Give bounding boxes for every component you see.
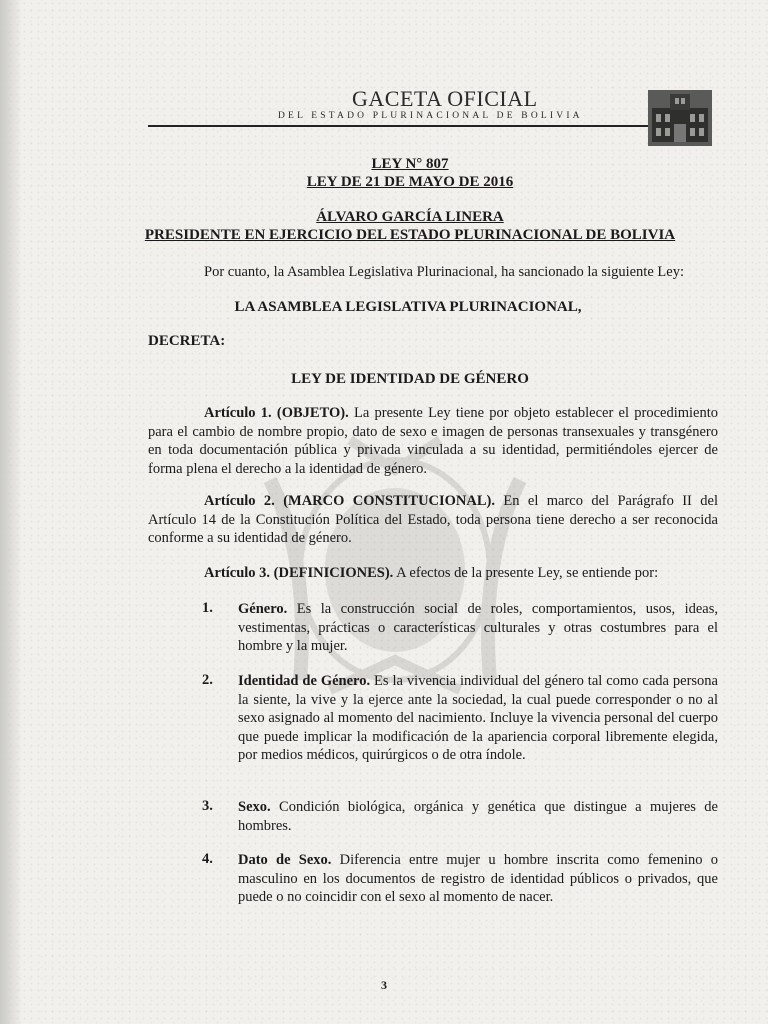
definition-item bbox=[238, 672, 718, 765]
signatory-title: PRESIDENTE EN EJERCICIO DEL ESTADO PLURINACIONAL DE BOLIVIA bbox=[144, 227, 676, 243]
definition-text: Diferencia entre mujer u hombre inscrita como femenino o masculino en los documentos de registro de identidad públicos o privados, que puede o no coincidir con el sexo al momento de nacer. bbox=[238, 852, 718, 906]
definition-number: 2. bbox=[202, 672, 213, 688]
article-2 bbox=[148, 492, 718, 548]
definition-text: Es la construcción social de roles, comportamientos, usos, ideas, vestimentas, prácticas o características culturales y otras costumbres para el hombre y la mujer. bbox=[238, 601, 718, 655]
article-text: A efectos de la presente Ley, se entiende por: bbox=[393, 565, 659, 581]
definition-term: Dato de Sexo. bbox=[238, 852, 332, 868]
definition-item bbox=[238, 851, 718, 907]
masthead-rule bbox=[148, 125, 648, 127]
article-text: La presente Ley tiene por objeto establecer el procedimiento para el cambio de nombre propio, dato de sexo e imagen de personas transexuales y transgénero en toda documentación pública y privada vinculada a su identidad, permitiéndoles ejercer de forma plena el derecho a la identidad de género. bbox=[148, 405, 718, 477]
definition-number: 3. bbox=[202, 798, 213, 814]
definition-term: Género. bbox=[238, 601, 288, 617]
preamble: Por cuanto, la Asamblea Legislativa Plurinacional, ha sancionado la siguiente Ley: bbox=[204, 264, 684, 280]
article-heading: Artículo 1. (OBJETO). bbox=[204, 405, 349, 421]
article-heading: Artículo 3. (DEFINICIONES). bbox=[204, 565, 394, 581]
palace-building-icon bbox=[648, 90, 712, 146]
signatory-name: ÁLVARO GARCÍA LINERA bbox=[316, 209, 504, 225]
decreta-heading: DECRETA: bbox=[148, 333, 226, 349]
article-3 bbox=[148, 564, 718, 583]
gazette-subtitle: DEL ESTADO PLURINACIONAL DE BOLIVIA bbox=[278, 111, 583, 121]
definition-number: 1. bbox=[202, 600, 213, 616]
article-text: En el marco del Parágrafo II del Artículo 14 de la Constitución Política del Estado, toda persona tiene derecho a ser reconocida conforme a su identidad de género. bbox=[148, 493, 718, 547]
definition-number: 4. bbox=[202, 851, 213, 867]
scan-edge-shadow bbox=[0, 0, 22, 1024]
article-1 bbox=[148, 404, 718, 478]
law-title: LEY DE IDENTIDAD DE GÉNERO bbox=[291, 371, 529, 387]
article-heading: Artículo 2. (MARCO CONSTITUCIONAL). bbox=[204, 493, 496, 509]
gazette-title: GACETA OFICIAL bbox=[352, 86, 538, 111]
definition-text: Es la vivencia individual del género tal como cada persona la siente, la vive y la ejerce ante la sociedad, la cual puede corresponder o no al sexo asignado al momento del nacimiento. Incluye la vivencia personal del cuerpo que puede implicar la modificación de la apariencia corporal libremente elegida, por medios médicos, quirúrgicos o de otra índole. bbox=[238, 673, 718, 764]
page-number: 3 bbox=[381, 978, 387, 992]
law-number: LEY N° 807 bbox=[371, 156, 449, 172]
assembly-heading: LA ASAMBLEA LEGISLATIVA PLURINACIONAL, bbox=[234, 299, 582, 315]
definition-text: Condición biológica, orgánica y genética que distingue a mujeres de hombres. bbox=[238, 799, 718, 834]
definition-term: Identidad de Género. bbox=[238, 673, 371, 689]
definition-item bbox=[238, 600, 718, 656]
definition-term: Sexo. bbox=[238, 799, 271, 815]
law-date: LEY DE 21 DE MAYO DE 2016 bbox=[306, 174, 514, 190]
definition-item bbox=[238, 798, 718, 835]
